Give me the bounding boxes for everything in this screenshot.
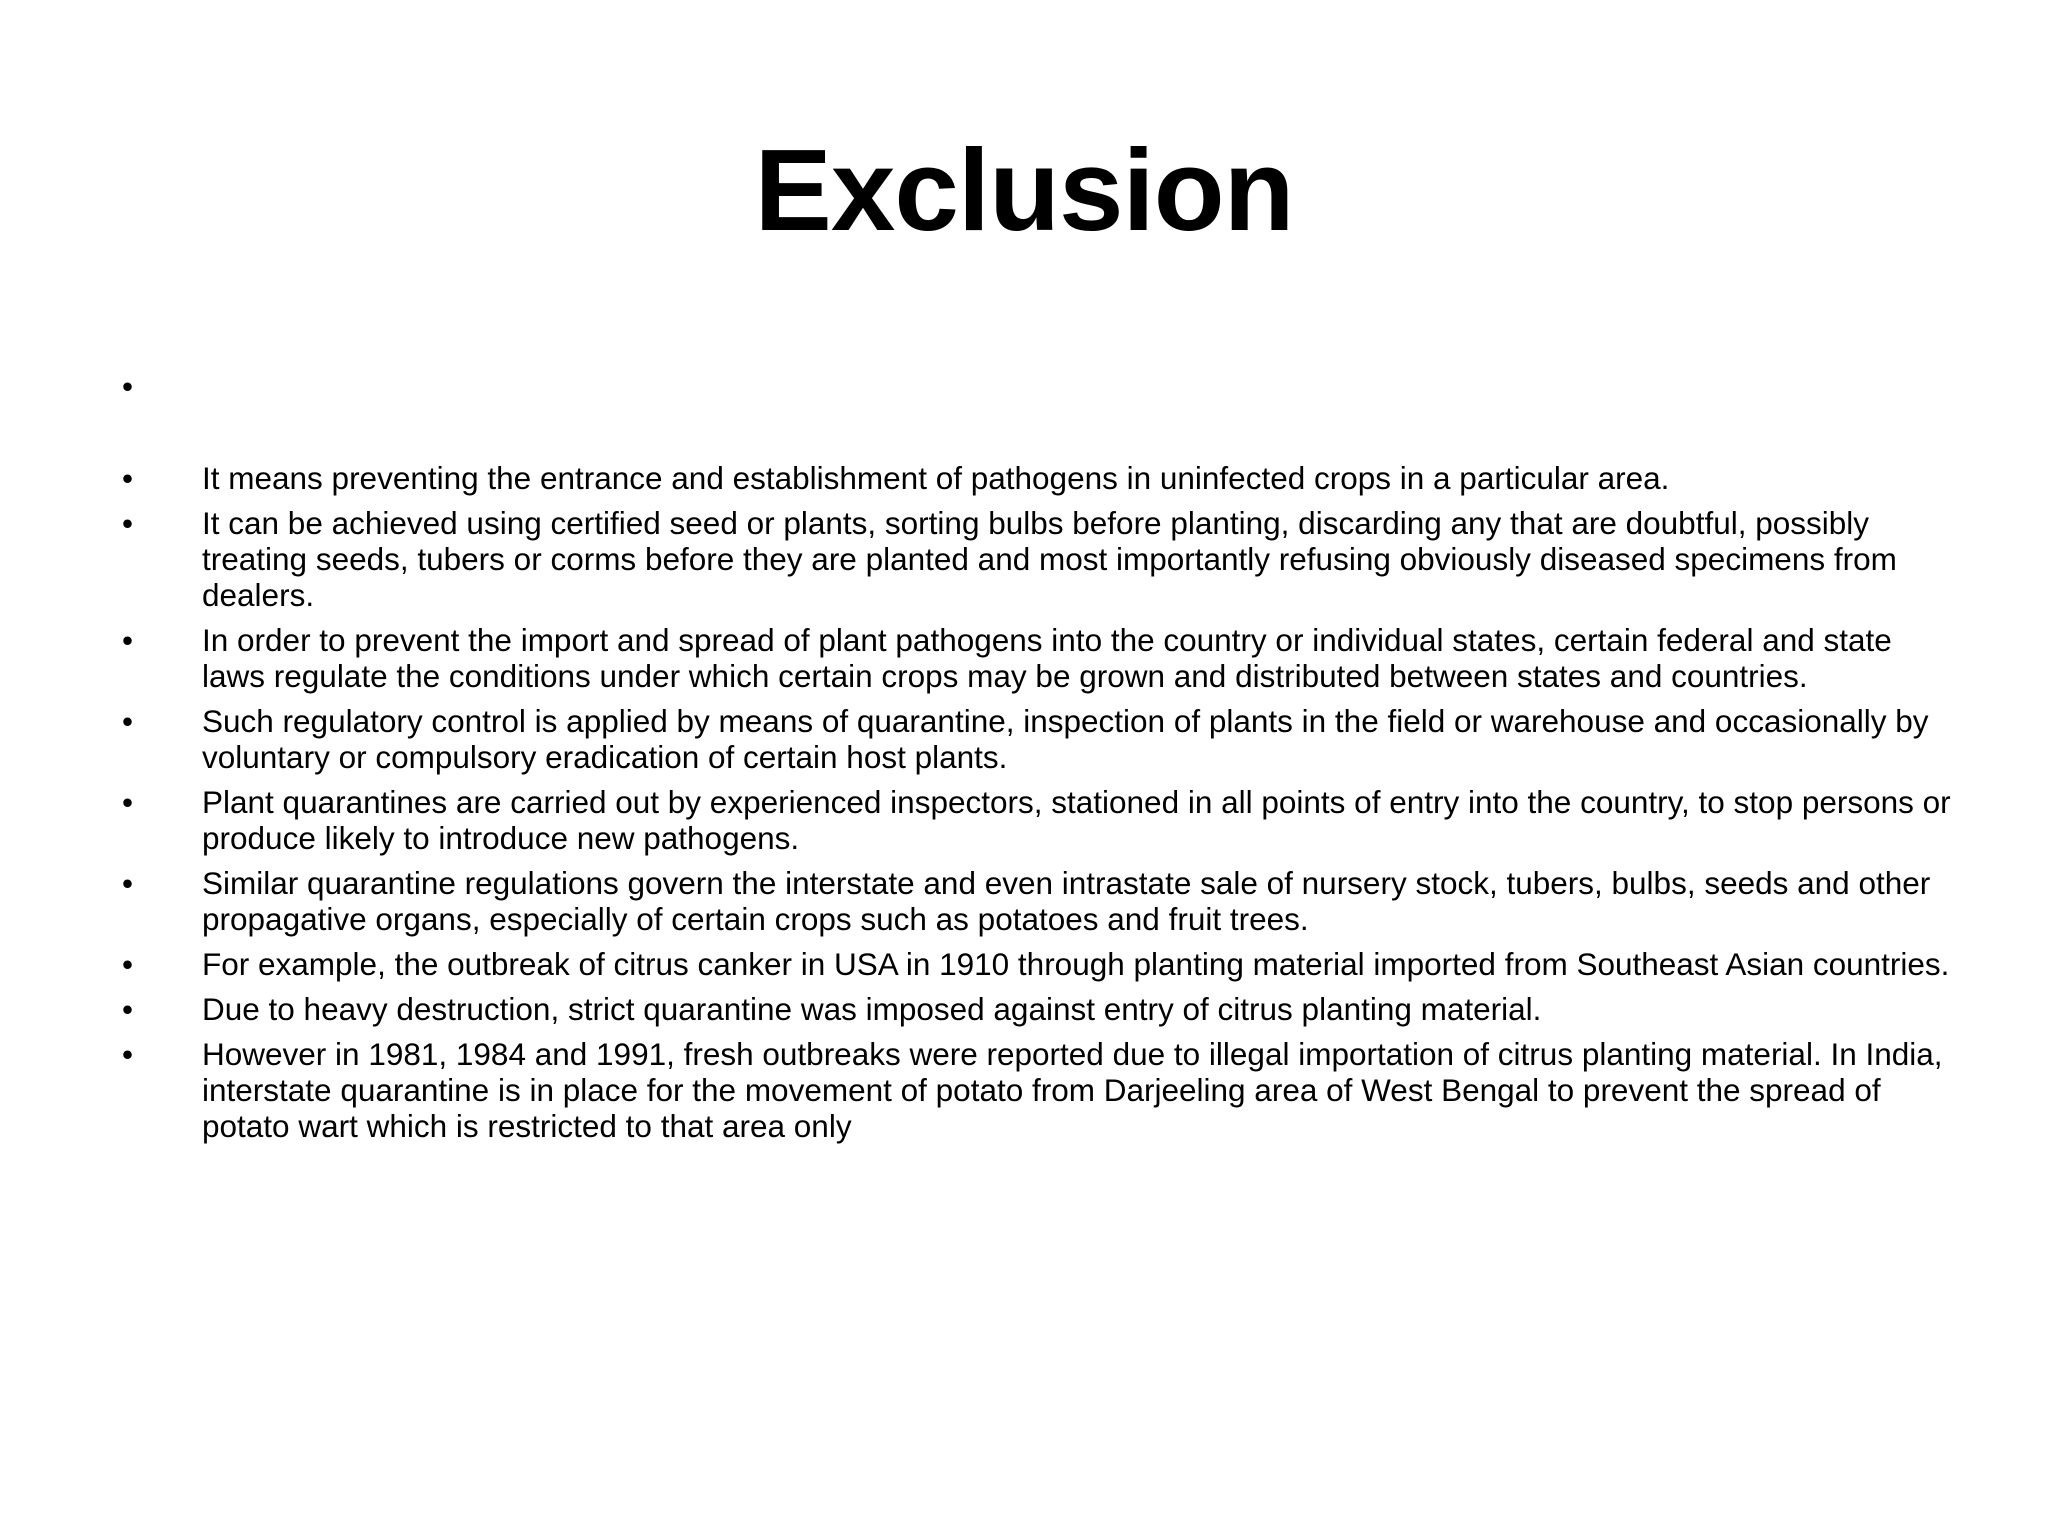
bullet-item: • Similar quarantine regulations govern the interstate and even intrastate sale of nursery stock, tubers, bulbs, seeds and other propagative organs, especially of certain crops such as potatoes and fruit trees.: [122, 865, 1962, 937]
bullet-item-empty: [122, 368, 1962, 404]
bullet-item: • It means preventing the entrance and establishment of pathogens in uninfected crops in a particular area.: [122, 460, 1962, 496]
bullet-item: • Such regulatory control is applied by means of quarantine, inspection of plants in the field or warehouse and occasionally by voluntary or compulsory eradication of certain host plants.: [122, 703, 1962, 775]
bullet-item: • Plant quarantines are carried out by experienced inspectors, stationed in all points of entry into the country, to stop persons or produce likely to introduce new pathogens.: [122, 784, 1962, 856]
bullet-item: • For example, the outbreak of citrus canker in USA in 1910 through planting material imported from Southeast Asian countries.: [122, 946, 1962, 982]
bullet-item: • It can be achieved using certified seed or plants, sorting bulbs before planting, discarding any that are doubtful, possibly treating seeds, tubers or corms before they are planted and most importantly refusing obviously diseased specimens from dealers.: [122, 505, 1962, 613]
bullet-item: • Due to heavy destruction, strict quarantine was imposed against entry of citrus planting material.: [122, 991, 1962, 1027]
bullet-list: [122, 368, 1962, 1153]
slide-title: Exclusion: [754, 125, 1294, 255]
bullet-item: • However in 1981, 1984 and 1991, fresh outbreaks were reported due to illegal importation of citrus planting material. In India, interstate quarantine is in place for the movement of potato from Darjeeling area of West Bengal to prevent the spread of potato wart which is restricted to that area only: [122, 1036, 1962, 1144]
bullet-item: • In order to prevent the import and spread of plant pathogens into the country or individual states, certain federal and state laws regulate the conditions under which certain crops may be grown and distributed between states and countries.: [122, 622, 1962, 694]
